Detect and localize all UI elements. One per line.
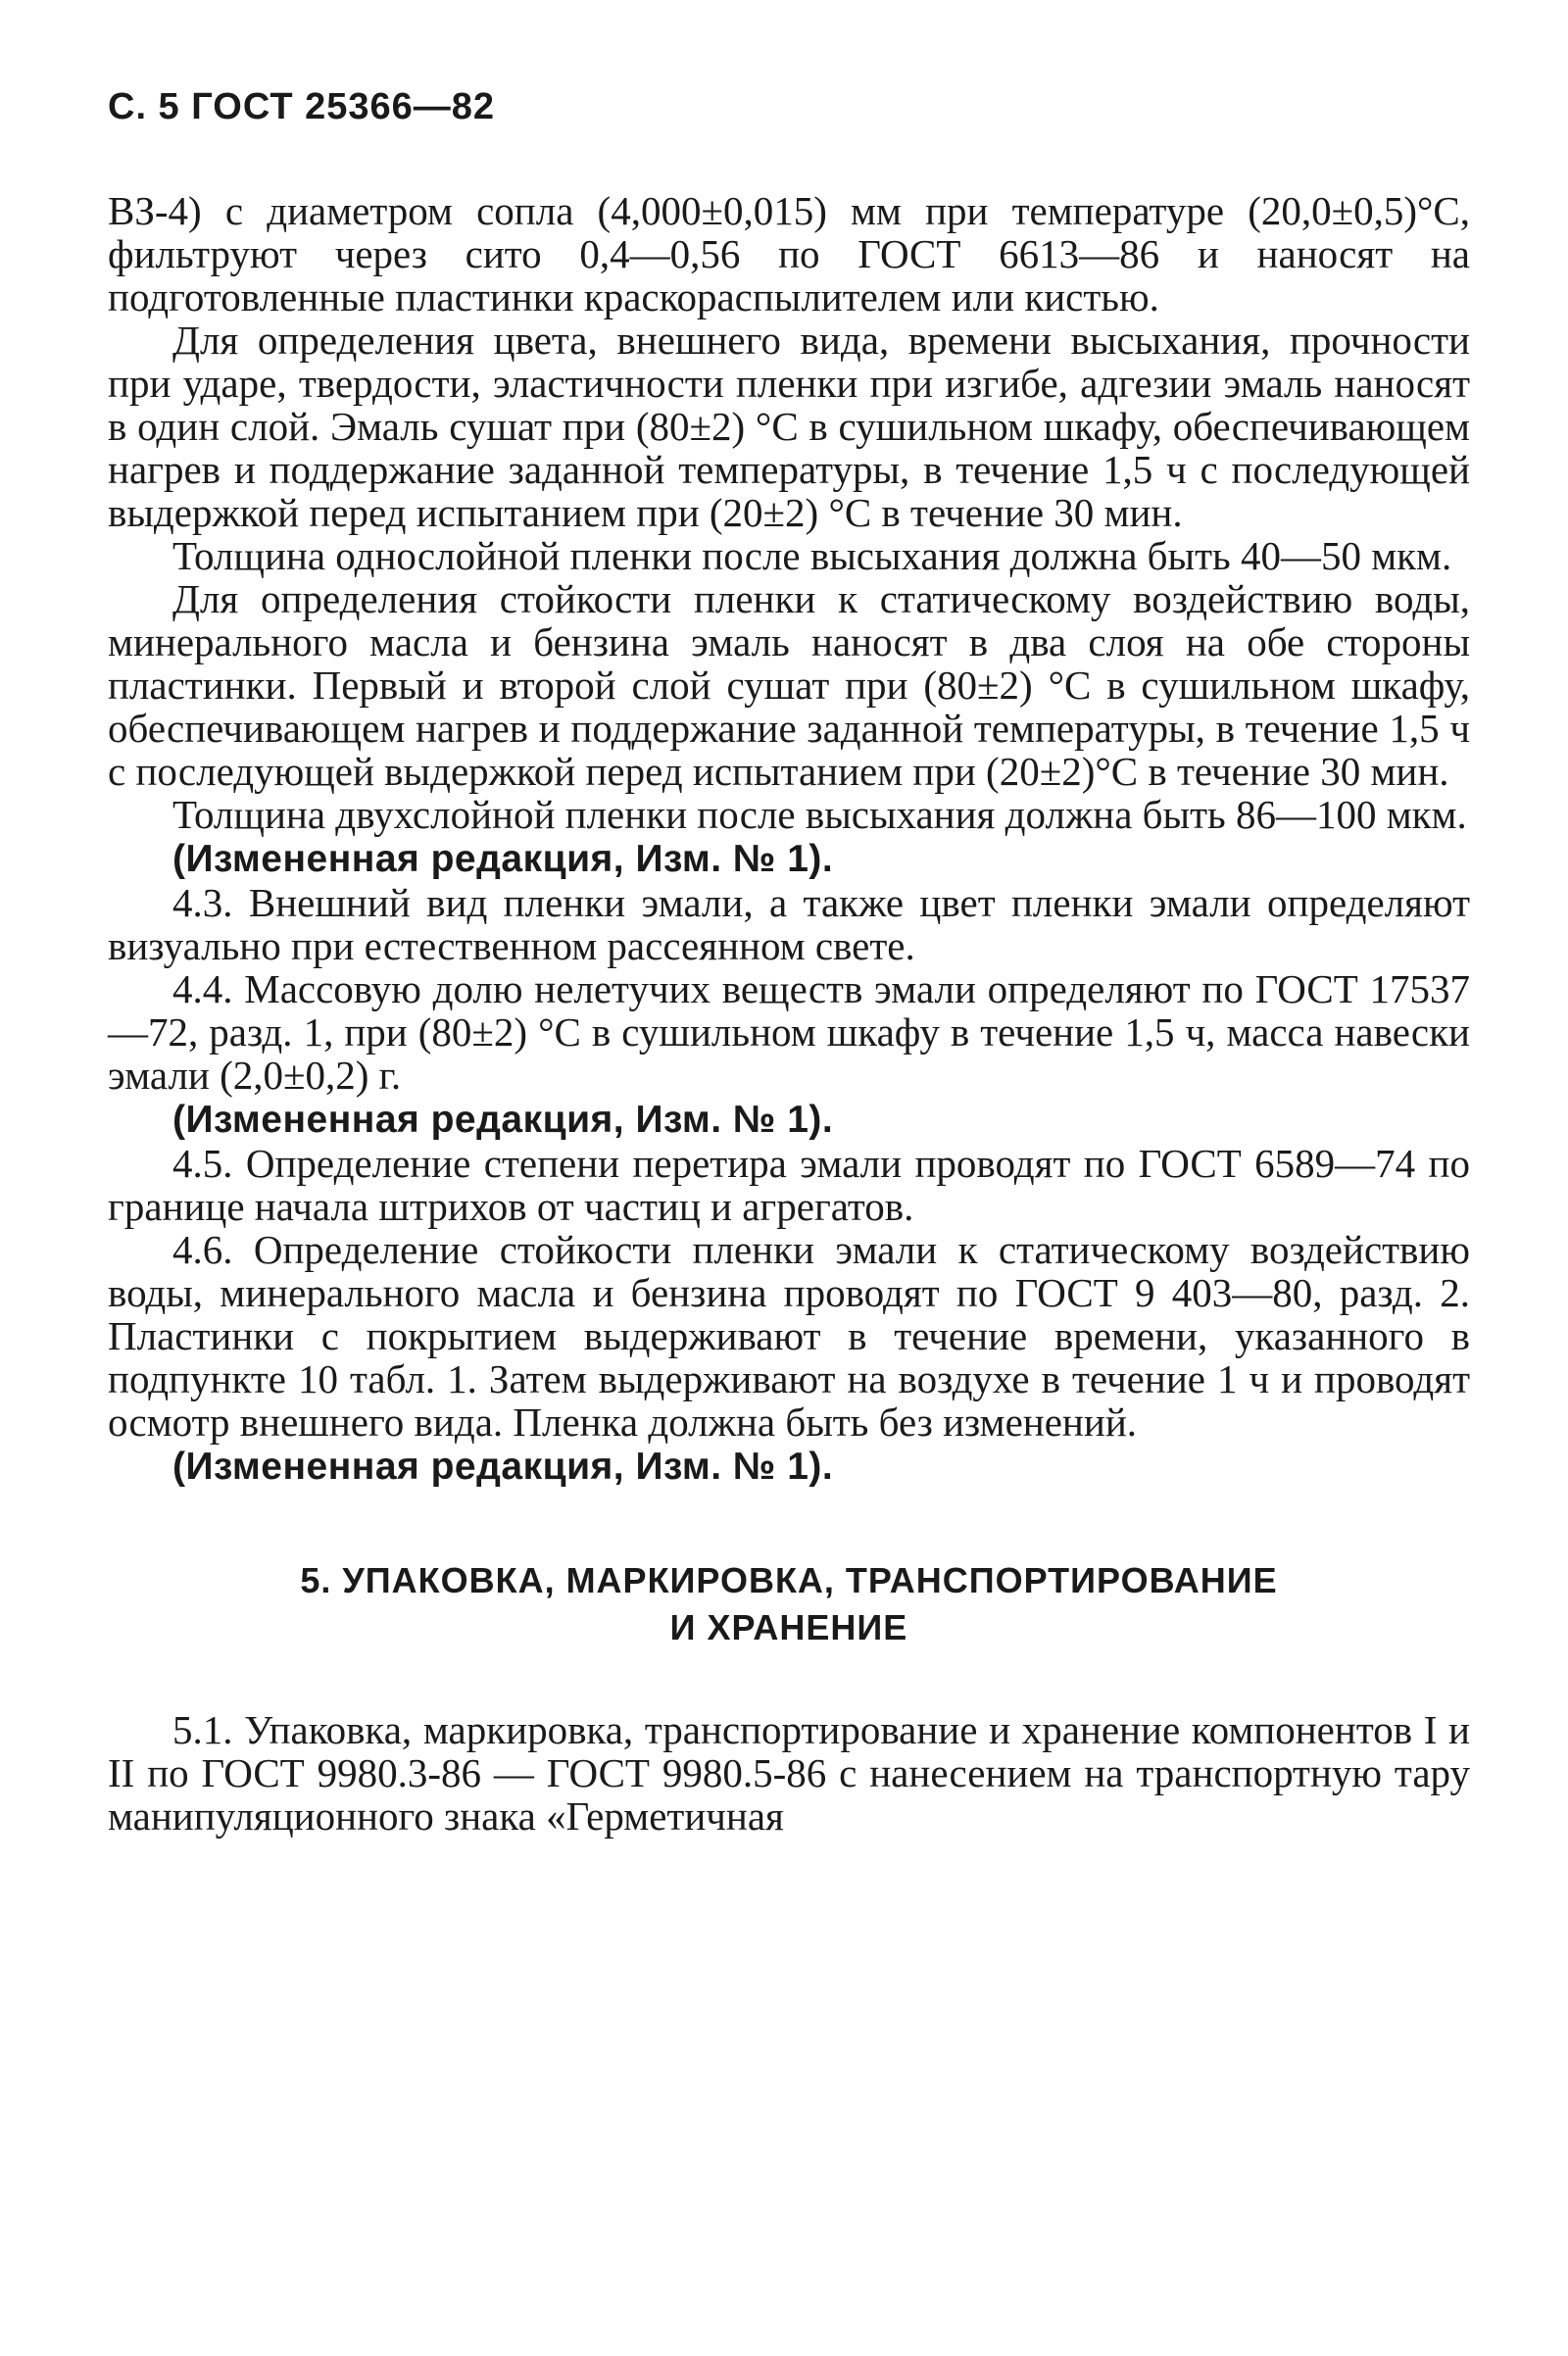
section-5-title bbox=[108, 1557, 1470, 1651]
paragraph-single-thickness: Толщина однослойной пленки после высыхания должна быть 40—50 мкм. bbox=[172, 533, 1452, 578]
paragraph-4-3: 4.3. Внешний вид пленки эмали, а также цвет пленки эмали определяют визуально при естественном рассеянном свете. bbox=[108, 880, 1470, 968]
paragraph-4-6: 4.6. Определение стойкости пленки эмали к статическому воздействию воды, минерального масла и бензина проводят по ГОСТ 9 403—80, разд. 2. Пластинки с покрытием выдерживают в течение времени, указанного в подпункте 10 табл. 1. Затем выдерживают на воздухе в течение 1 ч и проводят осмотр внешнего вида. Пленка должна быть без изменений. bbox=[108, 1227, 1470, 1445]
section-title-line2: И ХРАНЕНИЕ bbox=[669, 1607, 908, 1647]
amendment-note: (Измененная редакция, Изм. № 1). bbox=[172, 1446, 834, 1488]
paragraph-single-layer: Для определения цвета, внешнего вида, времени высыхания, прочности при ударе, твердости, эластичности пленки при изгибе, адгезии эмаль наносят в один слой. Эмаль сушат при (80±2) °С в сушильном шкафу, обеспечивающем нагрев и поддержание заданной температуры, в течение 1,5 ч с последующей выдержкой перед испытанием при (20±2) °С в течение 30 мин. bbox=[108, 318, 1470, 535]
amendment-note: (Измененная редакция, Изм. № 1). bbox=[172, 1099, 834, 1141]
paragraph-5-1: 5.1. Упаковка, маркировка, транспортирование и хранение компонентов I и II по ГОСТ 9980.3-86 — ГОСТ 9980.5-86 с нанесением на транспортную тару манипуляционного знака «Герметичная bbox=[108, 1707, 1470, 1839]
amendment-note: (Измененная редакция, Изм. № 1). bbox=[172, 838, 834, 880]
paragraph-continuation: ВЗ-4) с диаметром сопла (4,000±0,015) мм при температуре (20,0±0,5)°С, фильтруют через сито 0,4—0,56 по ГОСТ 6613—86 и наносят на подготовленные пластинки краскораспылителем или кистью. bbox=[108, 188, 1470, 319]
paragraph-double-layer: Для определения стойкости пленки к статическому воздействию воды, минерального масла и бензина эмаль наносят в два слоя на обе стороны пластинки. Первый и второй слой сушат при (80±2) °С в сушильном шкафу, обеспечивающем нагрев и поддержание заданной температуры, в течение 1,5 ч с последующей выдержкой перед испытанием при (20±2)°С в течение 30 мин. bbox=[108, 576, 1470, 794]
paragraph-4-4: 4.4. Массовую долю нелетучих веществ эмали определяют по ГОСТ 17537—72, разд. 1, при (80±2) °С в сушильном шкафу в течение 1,5 ч, масса навески эмали (2,0±0,2) г. bbox=[108, 966, 1470, 1098]
page-header: С. 5 ГОСТ 25366—82 bbox=[108, 86, 496, 127]
paragraph-double-thickness: Толщина двухслойной пленки после высыхания должна быть 86—100 мкм. bbox=[172, 792, 1467, 837]
paragraph-4-5: 4.5. Определение степени перетира эмали проводят по ГОСТ 6589—74 по границе начала штрихов от частиц и агрегатов. bbox=[108, 1141, 1470, 1229]
document-page bbox=[108, 86, 1470, 1838]
section-title-line1: 5. УПАКОВКА, МАРКИРОВКА, ТРАНСПОРТИРОВАНИЕ bbox=[300, 1560, 1278, 1600]
